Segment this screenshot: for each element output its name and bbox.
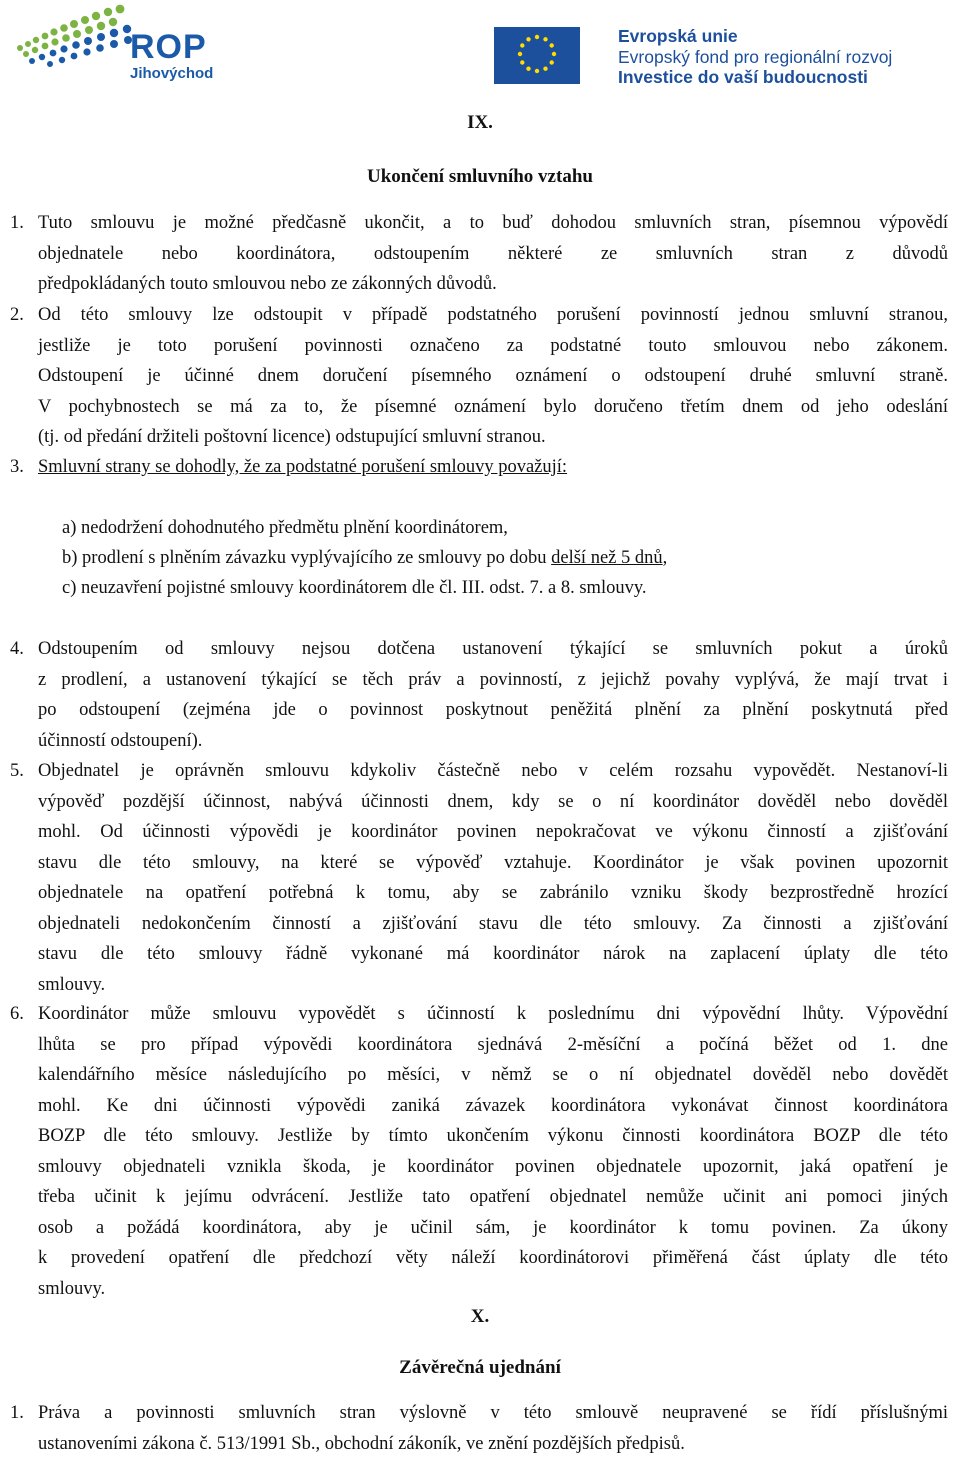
rop-logo-text: ROP	[130, 30, 207, 64]
text-line: V pochybnostech se má za to, že písemné oznámení bylo doručeno třetím dnem od jeho odeslání	[38, 392, 948, 423]
text-line: smlouvy.	[38, 970, 948, 1001]
list-item-b-underlined: delší než 5 dnů	[551, 548, 663, 568]
item-number: 2.	[10, 300, 24, 331]
text-line: z prodlení, a ustanovení týkající se těch práv a povinností, z jejichž povahy vyplývá, že mají trvat i	[38, 665, 948, 696]
paragraph-4	[38, 634, 948, 756]
text-line: účinností odstoupení).	[38, 726, 948, 757]
list-item-b-text: b) prodlení s plněním závazku vyplývajícího ze smlouvy po dobu	[62, 548, 551, 568]
text-line: objednatele na opatření potřebná k tomu, aby se zabránilo vzniku škody bezprostředně hrozící	[38, 878, 948, 909]
list-item-b-end: ,	[663, 548, 668, 568]
text-line: mohl. Ke dni účinnosti výpovědi zaniká závazek koordinátora vykonávat činnost koordinátora	[38, 1091, 948, 1122]
text-line: osob a požádá koordinátora, aby je učinil sám, je koordinátor k tomu povinen. Za úkony	[38, 1213, 948, 1244]
text-line: Tuto smlouvu je možné předčasně ukončit, a to buď dohodou smluvních stran, písemnou výpovědí	[38, 208, 948, 239]
section-number: IX.	[0, 112, 960, 134]
list-item-c: c) neuzavření pojistné smlouvy koordinátorem dle čl. III. odst. 7. a 8. smlouvy.	[62, 573, 948, 604]
text-line: ustanoveními zákona č. 513/1991 Sb., obchodní zákoník, ve znění pozdějších předpisů.	[38, 1429, 948, 1459]
page-header	[0, 0, 960, 100]
text-line: Odstoupení je účinné dnem doručení písemného oznámení o odstoupení druhé smluvní straně.	[38, 361, 948, 392]
text-line: smlouvy.	[38, 1274, 948, 1305]
item-number: 5.	[10, 756, 24, 787]
text-line: Práva a povinnosti smluvních stran výslovně v této smlouvě neupravené se řídí příslušnými	[38, 1398, 948, 1429]
item-number: 1.	[10, 208, 24, 239]
item-number: 1.	[10, 1398, 24, 1429]
text-line: k provedení opatření dle předchozí věty náleží koordinátorovi přiměřená část úplaty dle této	[38, 1243, 948, 1274]
paragraph-5	[38, 756, 948, 1000]
paragraph-final-1	[38, 1398, 948, 1459]
eu-line-2: Evropský fond pro regionální rozvoj	[618, 47, 892, 68]
rop-region-text: Jihovýchod	[130, 66, 213, 82]
section-number: X.	[0, 1306, 960, 1328]
text-line: objednateli nedokončením činností a zjišťování stavu dle této smlouvy. Za činnosti a zjišťování	[38, 909, 948, 940]
text-line: mohl. Od účinnosti výpovědi je koordinátor povinen nepokračovat ve výkonu činností a zjišťování	[38, 817, 948, 848]
paragraph-2	[38, 300, 948, 453]
text-line: výpověď pozdější účinnost, nabývá účinnosti dnem, kdy se o ní koordinátor dověděl nebo dověděl	[38, 787, 948, 818]
text-line: Od této smlouvy lze odstoupit v případě podstatného porušení povinností jednou smluvní stranou,	[38, 300, 948, 331]
text-line: BOZP dle této smlouvy. Jestliže by tímto ukončením výkonu činnosti koordinátora BOZP dle této	[38, 1121, 948, 1152]
text-line: Koordinátor může smlouvu vypovědět s účinností k poslednímu dni výpovědní lhůty. Výpovědní	[38, 999, 948, 1030]
list-item-b	[62, 543, 948, 574]
text-line: lhůta se pro případ výpovědi koordinátora sjednává 2-měsíční a počíná běžet od 1. dne	[38, 1030, 948, 1061]
text-line: třeba učinit k jejímu odvrácení. Jestliže tato opatření objednatel nemůže učinit ani pomoci jiných	[38, 1182, 948, 1213]
section-title: Ukončení smluvního vztahu	[0, 166, 960, 188]
paragraph-3: Smluvní strany se dohodly, že za podstatné porušení smlouvy považují:	[38, 452, 948, 483]
list-item-a: a) nedodržení dohodnutého předmětu plnění koordinátorem,	[62, 513, 948, 544]
text-line: kalendářního měsíce následujícího po měsíci, v němž se o ní objednatel dověděl nebo dovědět	[38, 1060, 948, 1091]
text-line: po odstoupení (zejména jde o povinnost poskytnout peněžitá plnění za plnění poskytnutá před	[38, 695, 948, 726]
text-line: smlouvy objednateli vznikla škoda, je koordinátor povinen objednatele upozornit, jaká opatření je	[38, 1152, 948, 1183]
paragraph-1	[38, 208, 948, 300]
paragraph-6	[38, 999, 948, 1304]
text-line: (tj. od předání držiteli poštovní licence) odstupující smluvní stranou.	[38, 422, 948, 453]
text-line: Objednatel je oprávněn smlouvu kdykoliv částečně nebo v celém rozsahu vypovědět. Nestanoví-li	[38, 756, 948, 787]
text-line: stavu dle této smlouvy, na které se výpověď vztahuje. Koordinátor je však povinen upozornit	[38, 848, 948, 879]
eu-line-1: Evropská unie	[618, 26, 892, 47]
item-number: 4.	[10, 634, 24, 665]
item-number: 3.	[10, 452, 24, 483]
eu-flag-icon	[494, 27, 580, 84]
text-line: objednatele nebo koordinátora, odstoupením některé ze smluvních stran z důvodů	[38, 239, 948, 270]
eu-line-3: Investice do vaší budoucnosti	[618, 67, 892, 88]
section-title: Závěrečná ujednání	[0, 1357, 960, 1379]
eu-funding-text	[618, 26, 892, 88]
text-line: předpokládaných touto smlouvou nebo ze zákonných důvodů.	[38, 269, 948, 300]
text-line: jestliže je toto porušení povinnosti označeno za podstatné touto smlouvou nebo zákonem.	[38, 331, 948, 362]
item-number: 6.	[10, 999, 24, 1030]
text-line: Odstoupením od smlouvy nejsou dotčena ustanovení týkající se smluvních pokut a úroků	[38, 634, 948, 665]
text-line: stavu dle této smlouvy řádně vykonané má koordinátor nárok na zaplacení úplaty dle této	[38, 939, 948, 970]
